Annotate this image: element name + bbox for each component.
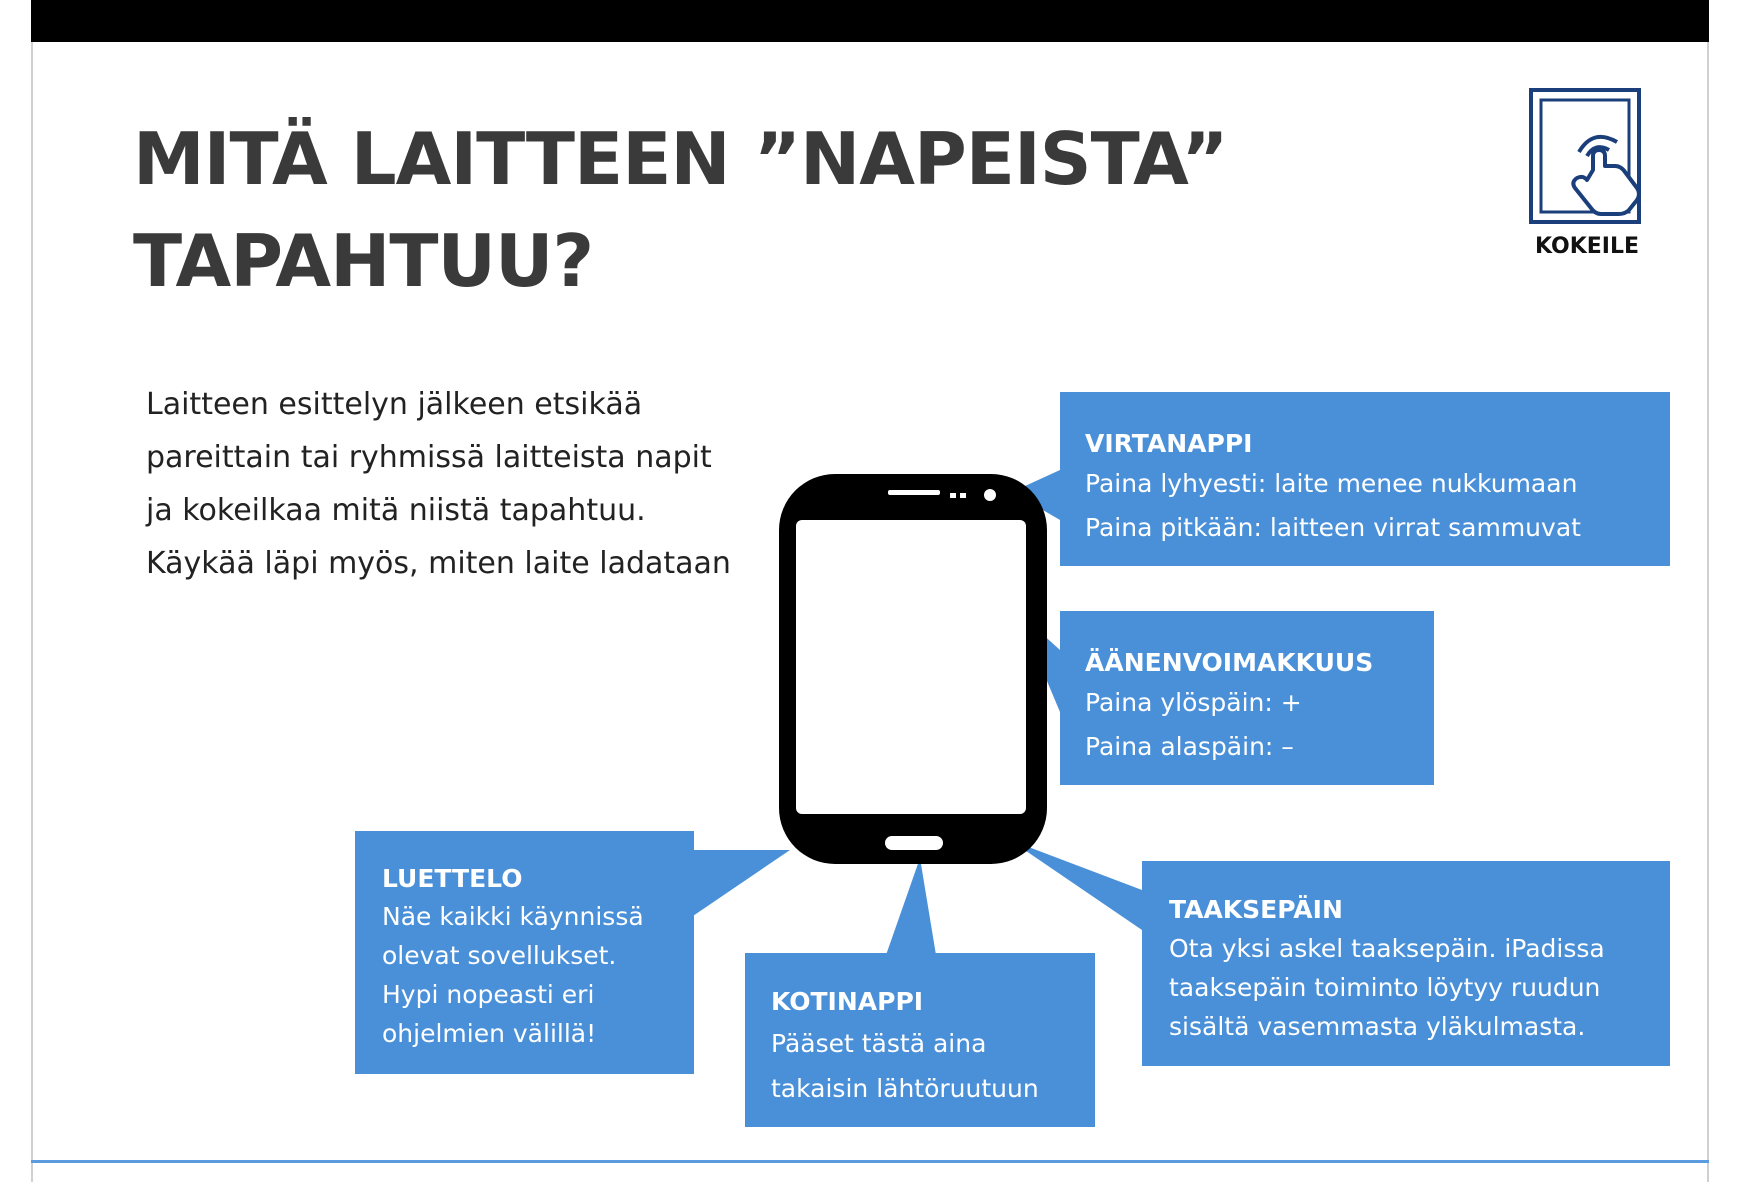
callout-volume — [1060, 611, 1434, 785]
back-pointer — [1010, 840, 1142, 930]
callout-heading: TAAKSEPÄIN — [1169, 895, 1343, 924]
badge-label: KOKEILE — [1534, 234, 1640, 259]
callout-power-button — [1060, 392, 1670, 566]
callout-line: sisältä vasemmasta yläkulmasta. — [1169, 1012, 1586, 1041]
home-pointer — [886, 858, 936, 955]
callout-line: olevat sovellukset. — [382, 941, 617, 970]
callout-line: Paina alaspäin: – — [1085, 732, 1294, 761]
callout-list — [355, 831, 694, 1074]
callout-heading: VIRTANAPPI — [1085, 429, 1253, 458]
callout-back-button — [1142, 861, 1670, 1066]
callout-line: Näe kaikki käynnissä — [382, 902, 644, 931]
callout-line: Pääset tästä aina — [771, 1029, 987, 1058]
callout-home-button — [745, 953, 1095, 1127]
bottom-rule — [31, 1160, 1709, 1163]
callout-line: Paina ylöspäin: + — [1085, 688, 1302, 717]
callout-line: Paina lyhyesti: laite menee nukkumaan — [1085, 469, 1578, 498]
callout-heading: ÄÄNENVOIMAKKUUS — [1085, 648, 1374, 677]
title-line-1: MITÄ LAITTEEN ”NAPEISTA” — [133, 117, 1228, 201]
intro-line: Laitteen esittelyn jälkeen etsikää — [146, 387, 643, 422]
callout-heading: LUETTELO — [382, 864, 523, 893]
callout-line: taaksepäin toiminto löytyy ruudun — [1169, 973, 1601, 1002]
callout-line: Ota yksi askel taaksepäin. iPadissa — [1169, 934, 1605, 963]
list-pointer — [690, 850, 790, 918]
title-line-2: TAPAHTUU? — [133, 219, 594, 303]
intro-line: Käykää läpi myös, miten laite ladataan — [146, 546, 731, 581]
intro-line: ja kokeilkaa mitä niistä tapahtuu. — [146, 493, 646, 528]
smartphone-icon — [779, 474, 1047, 864]
callout-line: ohjelmien välillä! — [382, 1019, 597, 1048]
callout-line: Paina pitkään: laitteen virrat sammuvat — [1085, 513, 1581, 542]
callout-heading: KOTINAPPI — [771, 987, 924, 1016]
intro-line: pareittain tai ryhmissä laitteista napit — [146, 440, 712, 475]
callout-line: Hypi nopeasti eri — [382, 980, 595, 1009]
callout-line: takaisin lähtöruutuun — [771, 1074, 1039, 1103]
